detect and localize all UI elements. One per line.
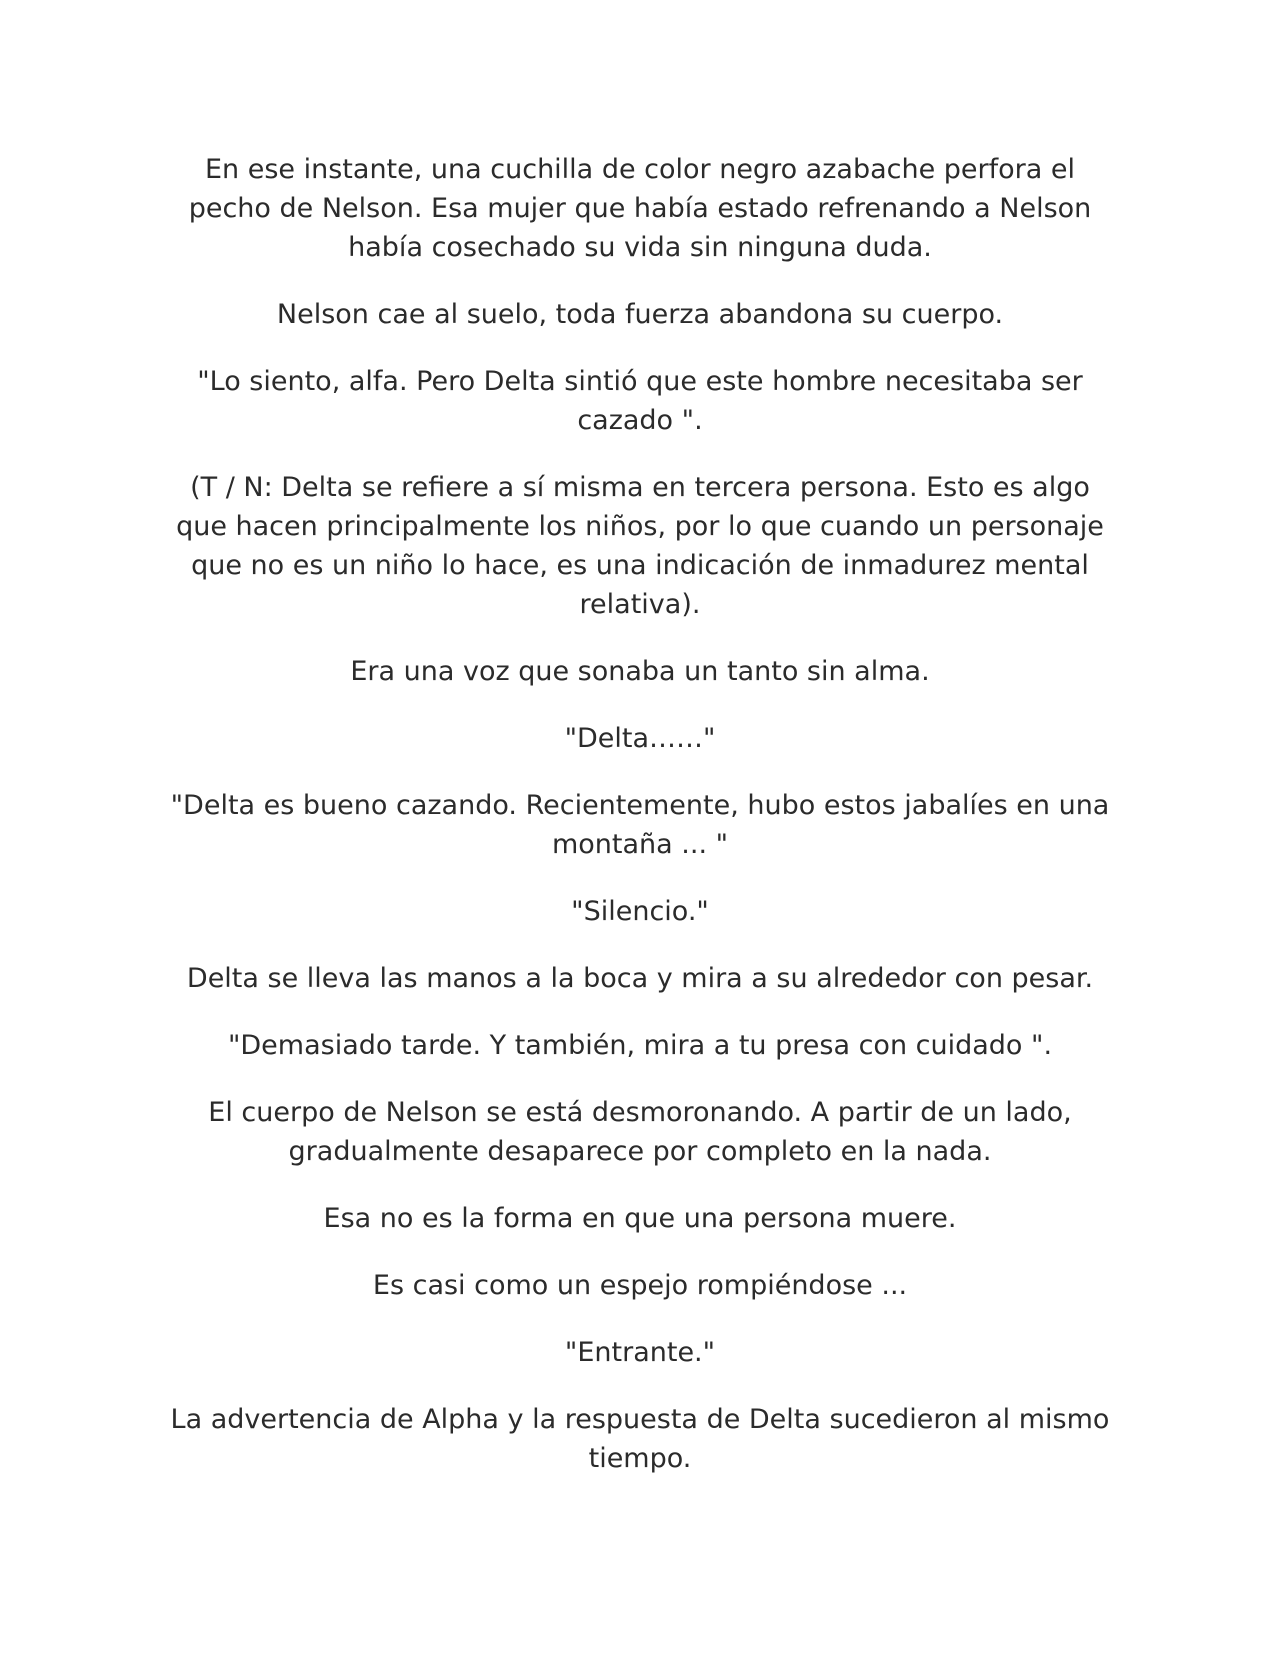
- paragraph: Nelson cae al suelo, toda fuerza abandona su cuerpo.: [276, 299, 1004, 330]
- paragraph: "Lo siento, alfa. Pero Delta sintió que este hombre necesitaba ser cazado ".: [197, 366, 1083, 436]
- paragraph: "Silencio.": [571, 896, 709, 927]
- paragraph: En ese instante, una cuchilla de color negro azabache perfora el pecho de Nelson. Esa mujer que había estado refrenando a Nelson había cosechado su vida sin ninguna duda.: [188, 154, 1092, 263]
- paragraph: "Delta……": [564, 723, 716, 754]
- paragraph: La advertencia de Alpha y la respuesta de Delta sucedieron al mismo tiempo.: [170, 1404, 1110, 1474]
- paragraph: (T / N: Delta se refiere a sí misma en tercera persona. Esto es algo que hacen principalmente los niños, por lo que cuando un personaje que no es un niño lo hace, es una indicación de inmadurez mental relativa).: [176, 472, 1104, 620]
- paragraph: Esa no es la forma en que una persona muere.: [323, 1203, 957, 1234]
- paragraph: El cuerpo de Nelson se está desmoronando. A partir de un lado, gradualmente desaparece por completo en la nada.: [208, 1097, 1072, 1167]
- paragraph: "Demasiado tarde. Y también, mira a tu presa con cuidado ".: [227, 1030, 1053, 1061]
- paragraph: Delta se lleva las manos a la boca y mira a su alrededor con pesar.: [186, 963, 1094, 994]
- paragraph: Es casi como un espejo rompiéndose ...: [372, 1270, 908, 1301]
- document-body: [170, 150, 1110, 1506]
- paragraph: "Entrante.": [564, 1337, 716, 1368]
- paragraph: Era una voz que sonaba un tanto sin alma.: [350, 656, 930, 687]
- paragraph: "Delta es bueno cazando. Recientemente, hubo estos jabalíes en una montaña ... ": [170, 790, 1110, 860]
